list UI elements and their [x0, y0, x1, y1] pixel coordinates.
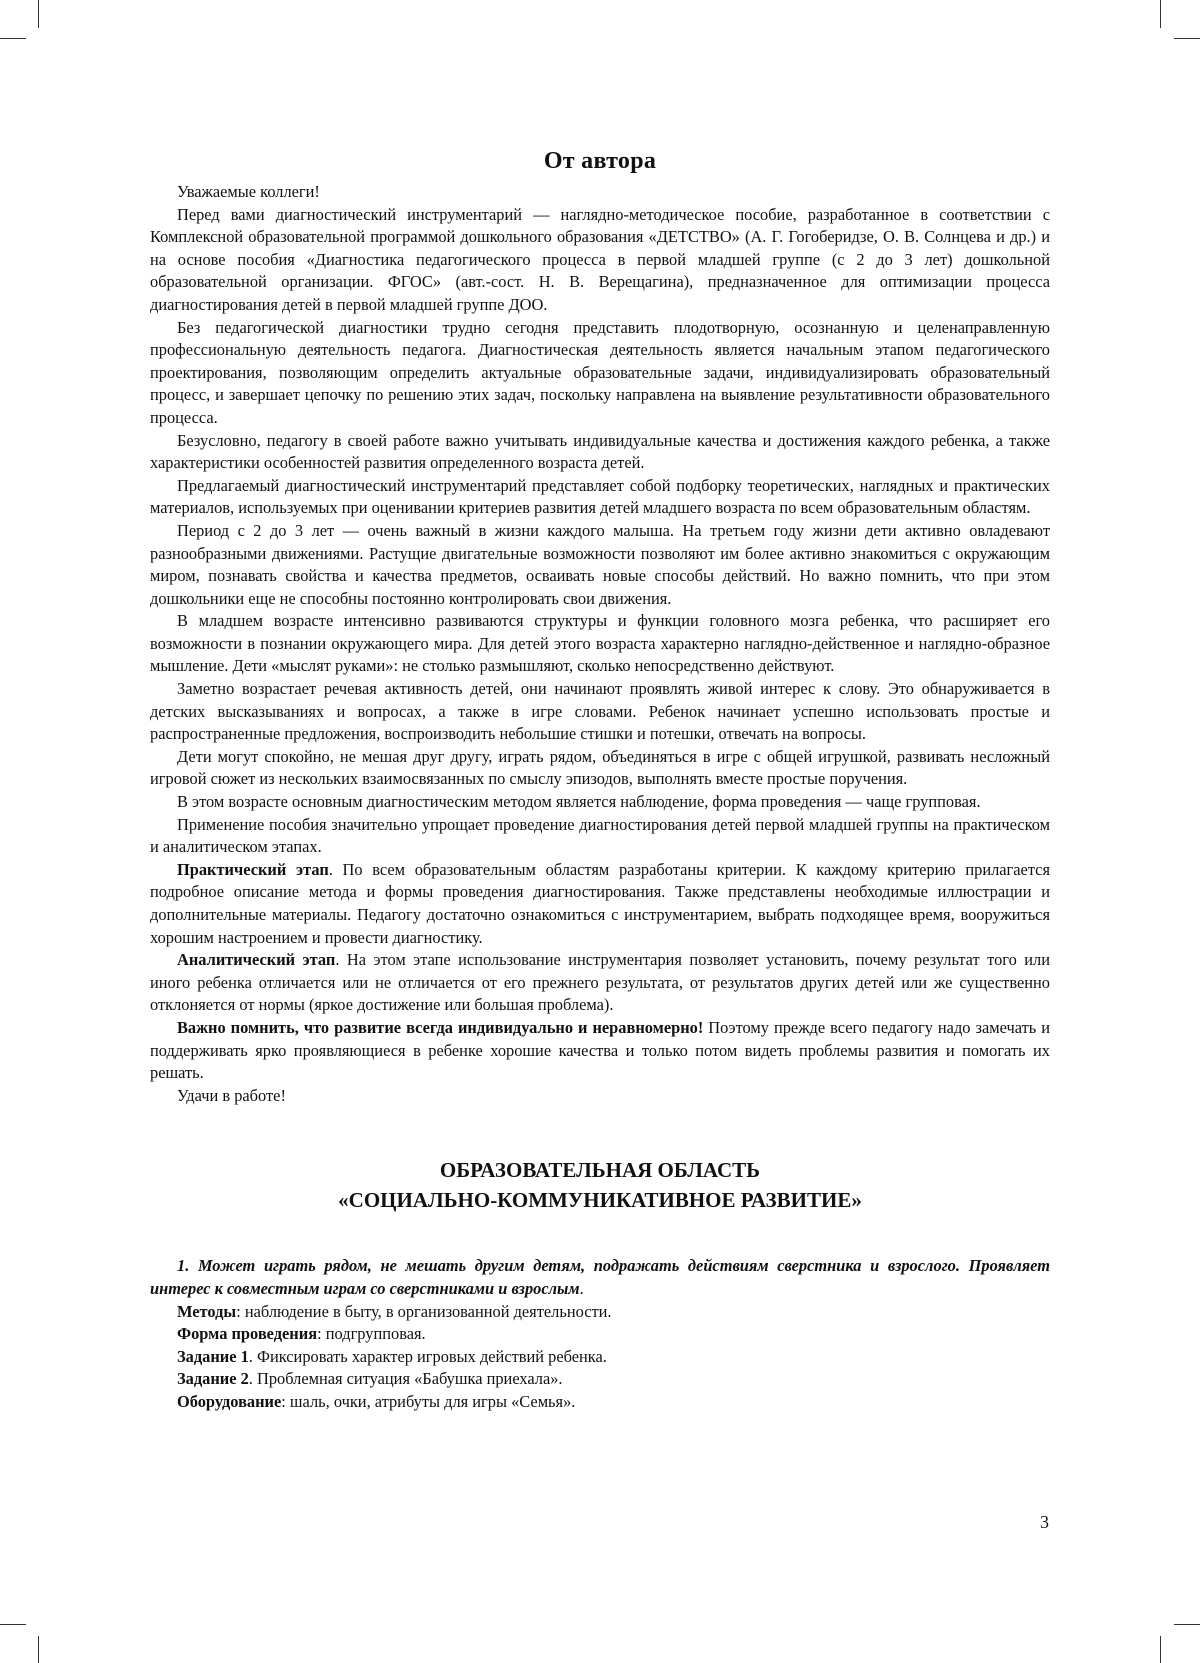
crop-mark-bottom-left-h	[0, 1624, 26, 1625]
paragraph: Заметно возрастает речевая активность детей, они начинают проявлять живой интерес к слову. Это обнаруживается в детских высказываниях и вопросах, а также в игре словами. Ребенок начинает успешно использовать простые и распространенные предложения, воспроизводить небольшие стишки и потешки, отвечать на вопросы.	[150, 679, 1050, 744]
analytic-stage-paragraph	[150, 949, 1050, 1017]
paragraph: Применение пособия значительно упрощает проведение диагностирования детей первой младшей группы на практическом и аналитическом этапах.	[150, 814, 1050, 857]
paragraph: Период с 2 до 3 лет — очень важный в жизни каждого малыша. На третьем году жизни дети активно овладевают разнообразными движениями. Растущие двигательные возможности позволяют им более активно знакомиться с окружающим миром, познавать свойства и качества предметов, осваивать новые способы действий. Но важно помнить, что при этом дошкольники еще не способны постоянно контролировать свои движения.	[150, 520, 1050, 608]
criterion-1	[150, 1255, 1050, 1413]
paragraph: Без педагогической диагностики трудно сегодня представить плодотворную, осознанную и целенаправленную профессиональную деятельность педагога. Диагностическая деятельность является начальным этапом педагогического проектирования, позволяющим определить актуальные образовательные задачи, индивидуализировать образовательный процесс, и завершает цепочку по решению этих задач, поскольку направлена на выявление результативности образовательного процесса.	[150, 317, 1050, 427]
crop-mark-top-right-h	[1174, 38, 1200, 39]
analytic-stage-text: . На этом этапе использование инструментария позволяет установить, почему результат того или иного ребенка отличается или не отличается от его прежнего результата, от результатов других детей или же существенно отклоняется от нормы (яркое достижение или большая проблема).	[150, 950, 1050, 1015]
crop-mark-bottom-left-v	[38, 1636, 39, 1663]
paragraph: Дети могут спокойно, не мешая друг другу, играть рядом, объединяться в игре с общей игрушкой, развивать несложный игровой сюжет из нескольких взаимосвязанных по смыслу эпизодов, выполнять вместе простые поручения.	[150, 746, 1050, 789]
criterion-title: 1. Может играть рядом, не мешать другим детям, подражать действиям сверстника и взрослого. Проявляет интерес к совместным играм со сверстниками и взрослым.	[150, 1256, 1050, 1298]
paragraph: Предлагаемый диагностический инструментарий представляет собой подборку теоретических, наглядных и практических материалов, используемых при оценивании критериев развития детей младшего возраста по всем образовательным областям.	[150, 475, 1050, 518]
crop-mark-top-left-h	[0, 38, 26, 39]
author-text	[150, 181, 1050, 1107]
page-content	[150, 148, 1050, 1414]
important-label: Важно помнить, что развитие всегда индивидуально и неравномерно!	[177, 1017, 704, 1037]
heading-line-2: «СОЦИАЛЬНО-КОММУНИКАТИВНОЕ РАЗВИТИЕ»	[338, 1188, 862, 1213]
paragraph: Уважаемые коллеги!	[177, 182, 320, 201]
form-line: Форма проведения: подгрупповая.	[177, 1324, 426, 1344]
paragraph: Перед вами диагностический инструментарий — наглядно-методическое пособие, разработанное в соответствии с Комплексной образовательной программой дошкольного образования «ДЕТСТВО» (А. Г. Гогоберидзе, О. В. Солнцева и др.) и на основе пособия «Диагностика педагогического процесса в первой младшей группе (с 2 до 3 лет) дошкольной образовательной организации. ФГОС» (авт.-сост. Н. В. Верещагина), предназначенное для оптимизации процесса диагностирования детей в первой младшей группе ДОО.	[150, 204, 1050, 314]
important-paragraph	[150, 1017, 1050, 1085]
practical-stage-paragraph	[150, 859, 1050, 949]
task-1-line: Задание 1. Фиксировать характер игровых действий ребенка.	[177, 1346, 607, 1366]
equipment-line: Оборудование: шаль, очки, атрибуты для игры «Семья».	[177, 1391, 576, 1411]
page-number: 3	[1040, 1512, 1049, 1532]
paragraph: В этом возрасте основным диагностическим методом является наблюдение, форма проведения — чаще групповая.	[177, 792, 981, 812]
paragraph: Безусловно, педагогу в своей работе важно учитывать индивидуальные качества и достижения каждого ребенка, а также характеристики особенностей развития определенного возраста детей.	[150, 430, 1050, 473]
paragraph: В младшем возрасте интенсивно развиваются структуры и функции головного мозга ребенка, что расширяет его возможности в познании окружающего мира. Для детей этого возраста характерно наглядно-действенное и наглядно-образное мышление. Дети «мыслят руками»: не столько размышляют, сколько непосредственно действуют.	[150, 611, 1050, 676]
crop-mark-bottom-right-v	[1160, 1636, 1161, 1663]
methods-line: Методы: наблюдение в быту, в организованной деятельности.	[177, 1301, 612, 1321]
analytic-stage-label: Аналитический этап	[177, 950, 336, 970]
heading-line-1: ОБРАЗОВАТЕЛЬНАЯ ОБЛАСТЬ	[439, 1158, 761, 1183]
crop-mark-bottom-right-h	[1174, 1624, 1200, 1625]
educational-area-heading	[150, 1155, 1050, 1215]
task-2-line: Задание 2. Проблемная ситуация «Бабушка приехала».	[177, 1369, 563, 1389]
closing-paragraph: Удачи в работе!	[177, 1085, 286, 1105]
important-text: Поэтому прежде всего педагогу надо замечать и поддерживать ярко проявляющиеся в ребенке хорошие качества и только потом видеть проблемы развития и помогать их решать.	[150, 1017, 1050, 1083]
crop-mark-top-left-v	[38, 0, 39, 28]
section-title: От автора	[543, 148, 657, 174]
practical-stage-text: . По всем образовательным областям разработаны критерии. К каждому критерию прилагается подробное описание метода и формы проведения диагностирования. Также представлены необходимые иллюстрации и дополнительные материалы. Педагогу достаточно ознакомиться с инструментарием, выбрать подходящее время, вооружиться хорошим настроением и провести диагностику.	[150, 859, 1050, 947]
crop-mark-top-right-v	[1160, 0, 1161, 28]
practical-stage-label: Практический этап	[177, 859, 329, 879]
